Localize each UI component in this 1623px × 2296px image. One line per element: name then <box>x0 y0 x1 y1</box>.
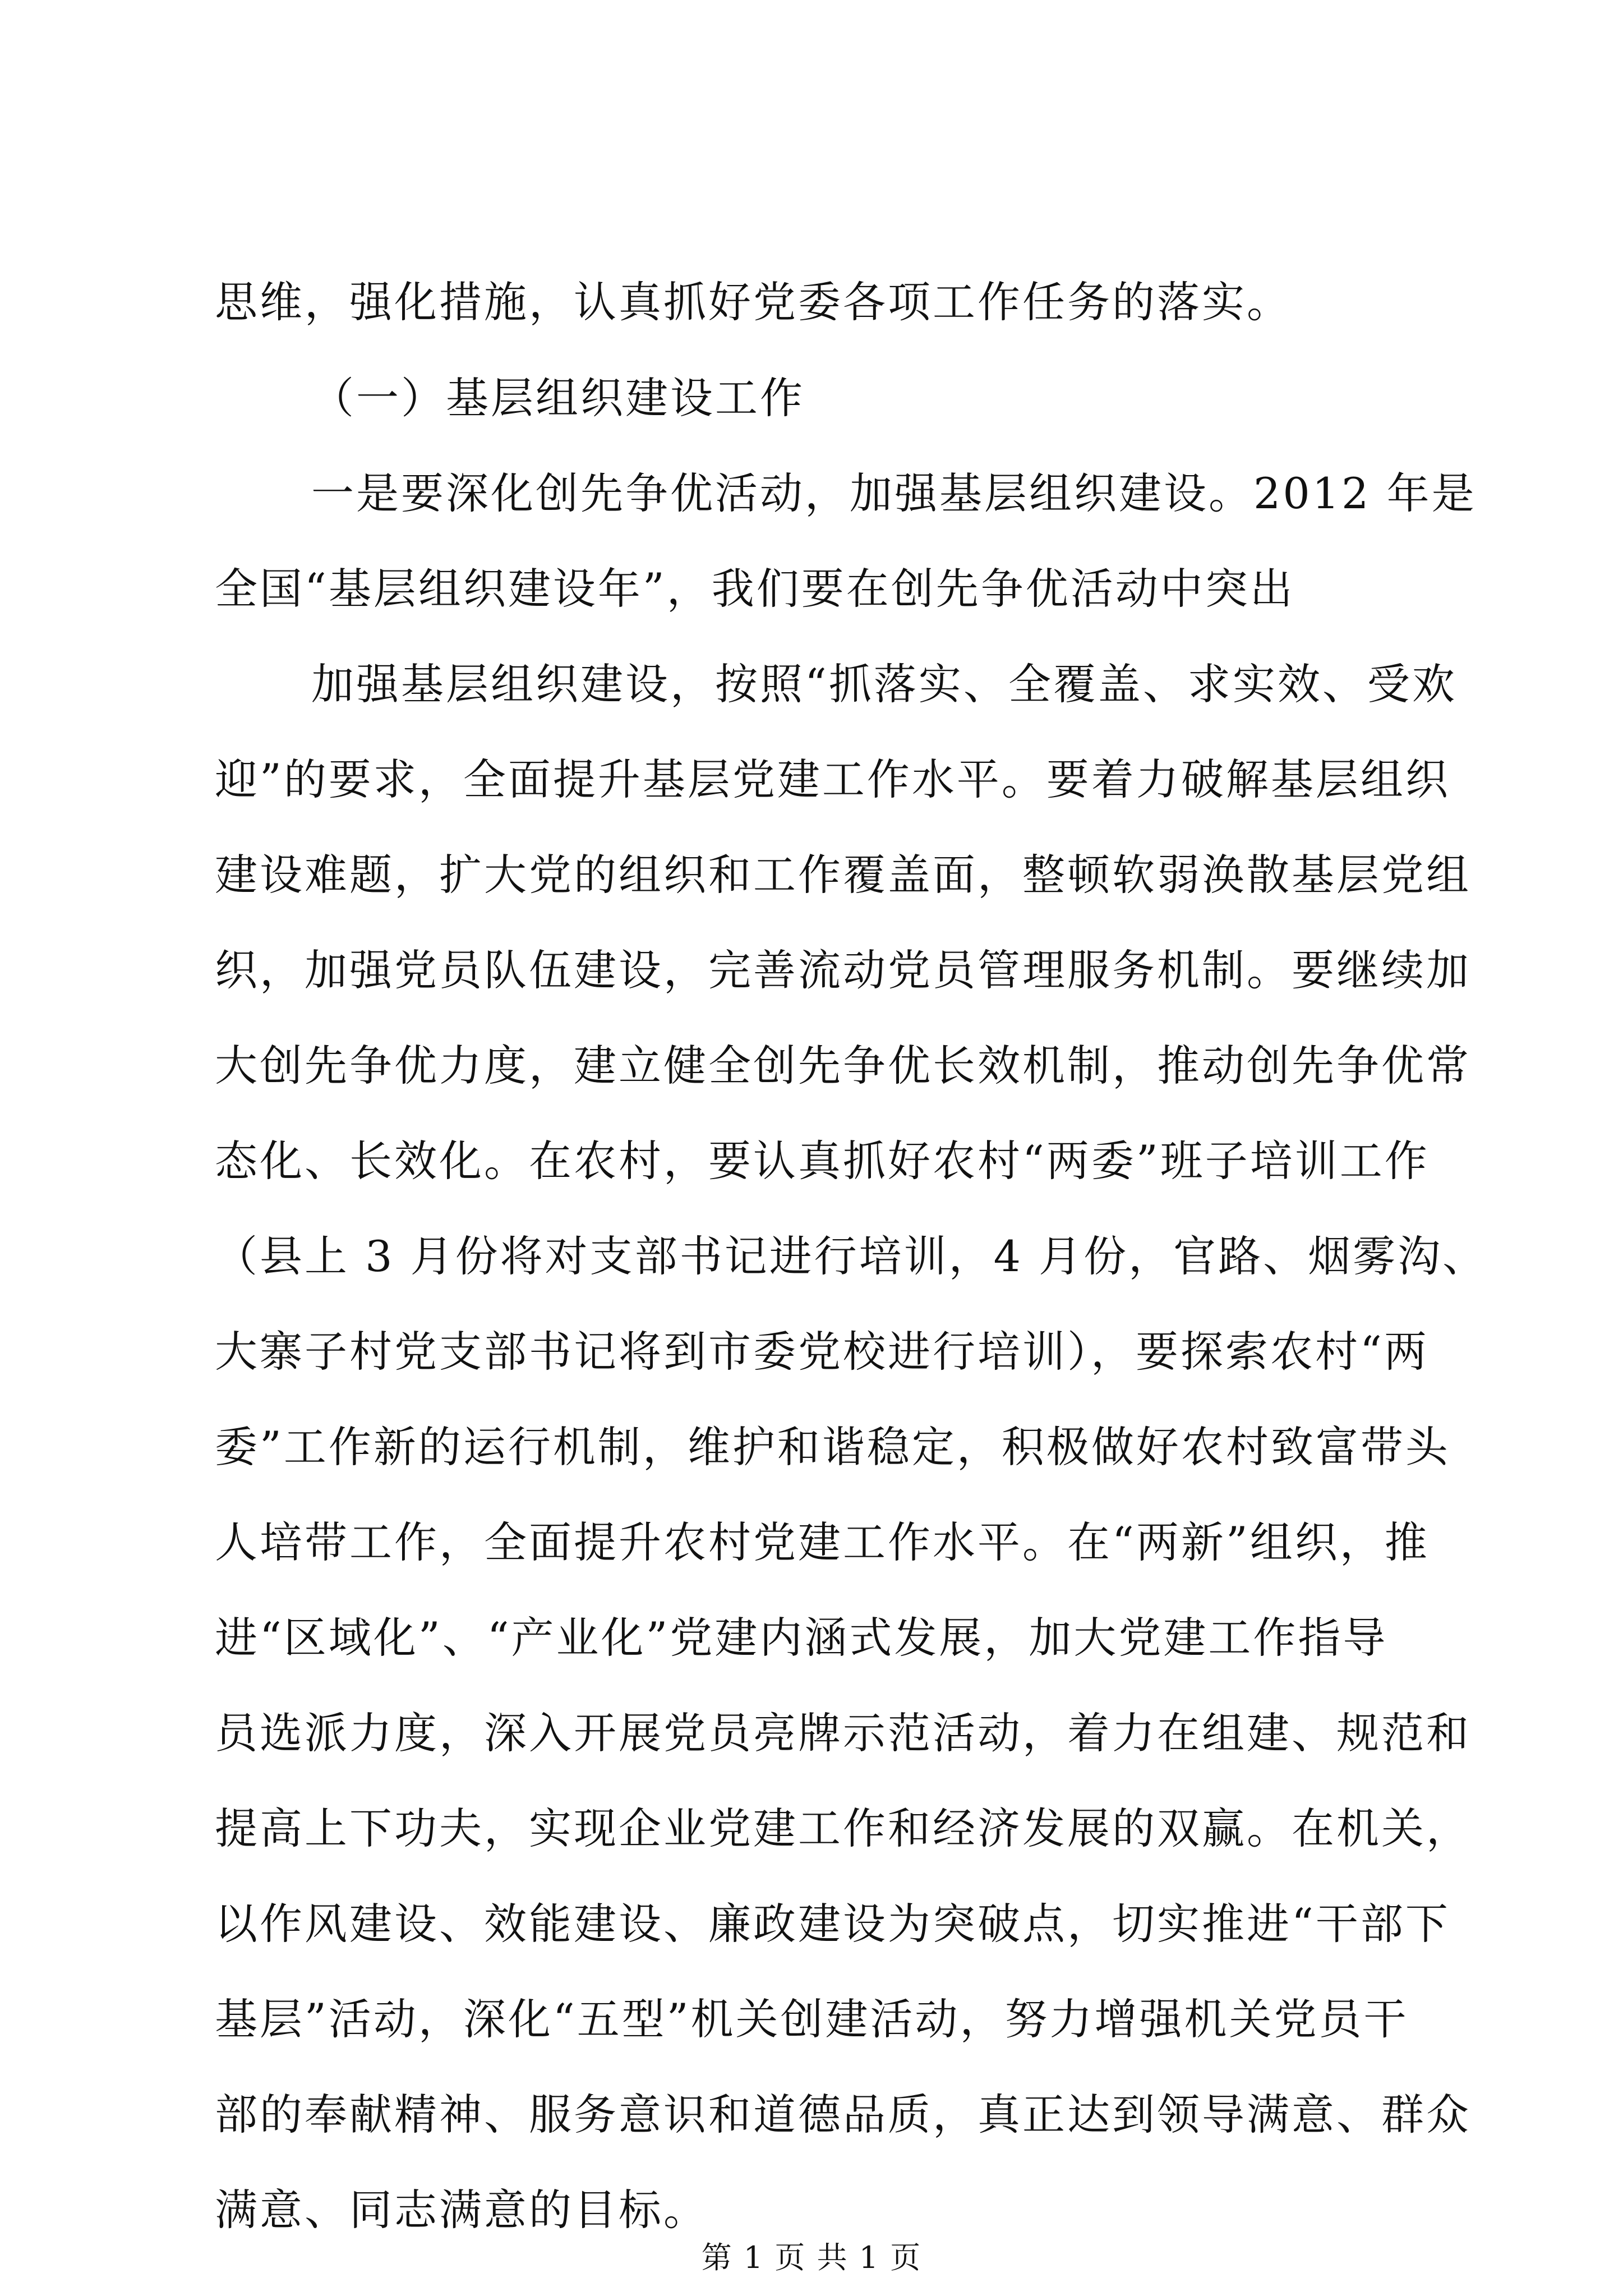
text-line: 满意、同志满意的目标。 <box>215 2185 708 2235</box>
text-line: 迎”的要求，全面提升基层党建工作水平。要着力破解基层组织 <box>215 754 1450 804</box>
text-line: 建设难题，扩大党的组织和工作覆盖面，整顿软弱涣散基层党组 <box>215 850 1471 900</box>
text-line: 一是要深化创先争优活动，加强基层组织建设。2012 年是 <box>311 468 1477 518</box>
text-line: 部的奉献精神、服务意识和道德品质，真正达到领导满意、群众 <box>215 2090 1471 2139</box>
section-heading: （一）基层组织建设工作 <box>311 373 805 423</box>
text-line: 提高上下功夫，实现企业党建工作和经济发展的双赢。在机关， <box>215 1803 1471 1853</box>
text-line: 加强基层组织建设，按照“抓落实、全覆盖、求实效、受欢 <box>311 659 1457 709</box>
text-line: 织，加强党员队伍建设，完善流动党员管理服务机制。要继续加 <box>215 945 1471 995</box>
text-line: 进“区域化”、“产业化”党建内涵式发展，加大党建工作指导 <box>215 1613 1388 1663</box>
text-line: 大寨子村党支部书记将到市委党校进行培训），要探索农村“两 <box>215 1327 1429 1377</box>
page-footer: 第 1 页 共 1 页 <box>701 2240 922 2275</box>
text-line: （县上 3 月份将对支部书记进行培训，4 月份，官路、烟雾沟、 <box>215 1231 1488 1281</box>
text-line: 基层”活动，深化“五型”机关创建活动，努力增强机关党员干 <box>215 1994 1409 2044</box>
text-line: 大创先争优力度，建立健全创先争优长效机制，推动创先争优常 <box>215 1041 1471 1091</box>
text-line: 思维，强化措施，认真抓好党委各项工作任务的落实。 <box>215 277 1292 327</box>
text-line: 员选派力度，深入开展党员亮牌示范活动，着力在组建、规范和 <box>215 1708 1471 1758</box>
text-line: 人培带工作，全面提升农村党建工作水平。在“两新”组织，推 <box>215 1517 1430 1567</box>
text-line: 全国“基层组织建设年”，我们要在创先争优活动中突出 <box>215 564 1295 614</box>
text-line: 态化、长效化。在农村，要认真抓好农村“两委”班子培训工作 <box>215 1136 1430 1186</box>
text-line: 委”工作新的运行机制，维护和谐稳定，积极做好农村致富带头 <box>215 1422 1450 1472</box>
text-line: 以作风建设、效能建设、廉政建设为突破点，切实推进“干部下 <box>215 1899 1450 1949</box>
